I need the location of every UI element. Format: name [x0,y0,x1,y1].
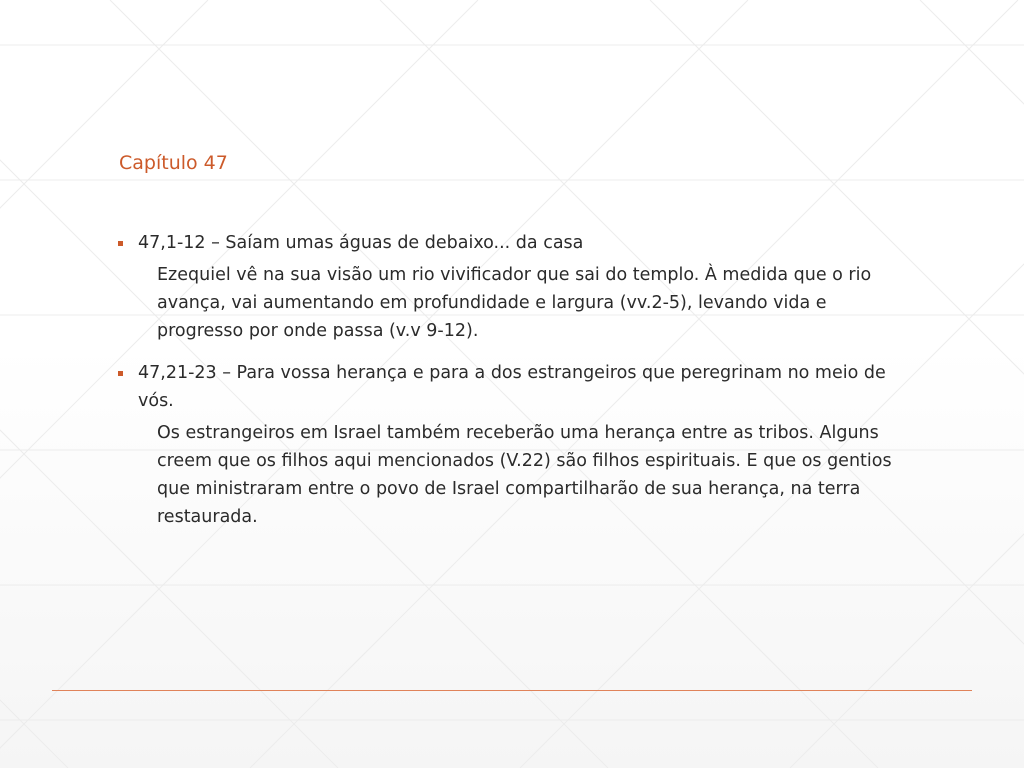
bullet-heading: 47,1-12 – Saíam umas águas de debaixo... da casa [138,233,584,253]
slide-title: Capítulo 47 [119,152,228,174]
square-bullet-icon [118,241,123,246]
bullet-heading: 47,21-23 – Para vossa herança e para a dos estrangeiros que peregrinam no meio de vós. [138,363,886,411]
slide-content [116,229,906,531]
bullet-description: Ezequiel vê na sua visão um rio vivificador que sai do templo. À medida que o rio avança, vai aumentando em profundidade e largura (vv.2-5), levando vida e progresso por onde passa (v.v 9-12). [157,265,872,341]
bullet-description: Os estrangeiros em Israel também receberão uma herança entre as tribos. Alguns creem que os filhos aqui mencionados (V.22) são filhos espirituais. E que os gentios que ministraram entre o povo de Israel compartilharão de sua herança, na terra restaurada. [157,423,892,527]
bullet-item [116,359,906,415]
square-bullet-icon [118,371,123,376]
footer-divider [52,690,972,691]
bullet-item [116,229,906,257]
